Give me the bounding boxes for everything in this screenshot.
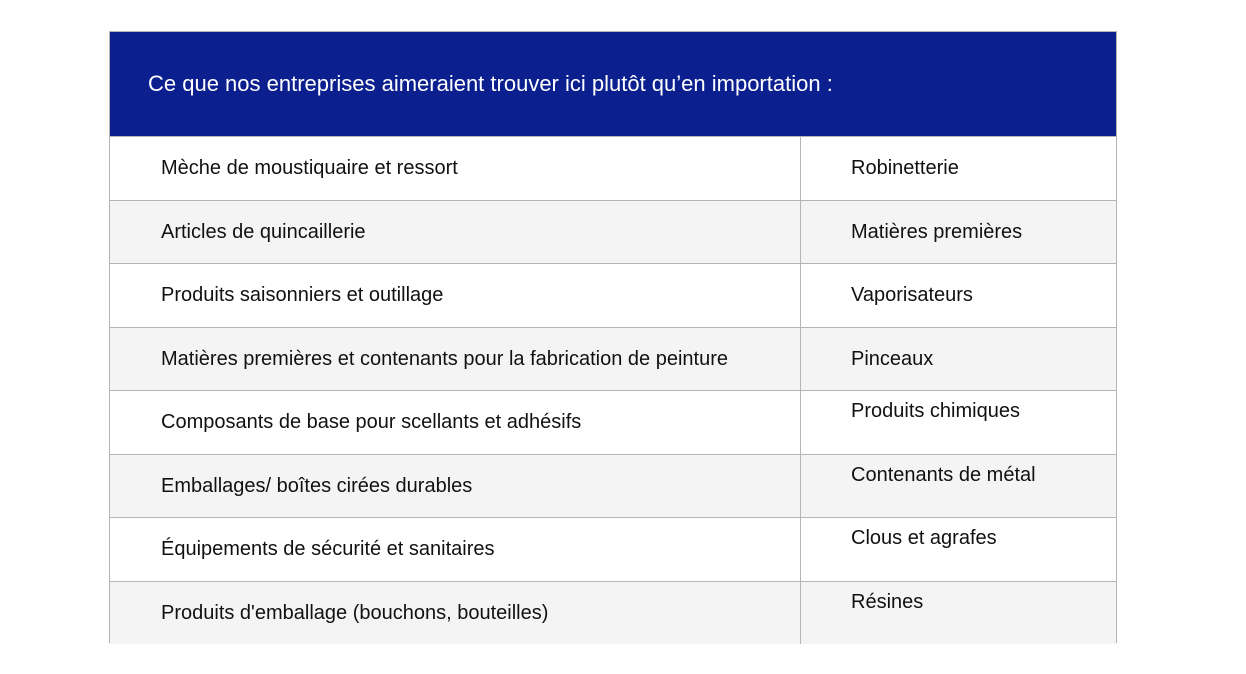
table-cell-left <box>110 201 801 264</box>
cell-text: Composants de base pour scellants et adhésifs <box>161 411 582 434</box>
cell-text: Matières premières <box>851 220 1023 243</box>
cell-text: Mèche de moustiquaire et ressort <box>161 157 458 180</box>
table-row <box>110 200 1116 264</box>
table-cell-right <box>801 582 1117 645</box>
cell-text: Vaporisateurs <box>851 284 973 307</box>
table-cell-left <box>110 455 801 518</box>
table-cell-left <box>110 391 801 454</box>
cell-text: Équipements de sécurité et sanitaires <box>161 538 495 561</box>
table-row <box>110 263 1116 327</box>
table-cell-right <box>801 518 1117 581</box>
table-row <box>110 454 1116 518</box>
table-cell-right <box>801 391 1117 454</box>
table-row <box>110 136 1116 200</box>
cell-text: Clous et agrafes <box>851 527 997 549</box>
cell-text: Contenants de métal <box>851 463 1036 486</box>
cell-text: Articles de quincaillerie <box>161 220 366 243</box>
cell-text: Résines <box>851 590 924 613</box>
import-table <box>109 31 1117 643</box>
table-header-text: Ce que nos entreprises aimeraient trouver ici plutôt qu’en importation : <box>148 71 833 96</box>
table-cell-right <box>801 137 1117 200</box>
table-cell-right <box>801 328 1117 391</box>
table-row <box>110 327 1116 391</box>
table-cell-right <box>801 201 1117 264</box>
cell-text: Robinetterie <box>851 157 959 180</box>
cell-text: Produits chimiques <box>851 400 1020 422</box>
table-cell-left <box>110 264 801 327</box>
cell-text: Pinceaux <box>851 347 934 370</box>
table-row <box>110 390 1116 454</box>
table-row <box>110 581 1116 645</box>
table-rows <box>110 136 1116 644</box>
cell-text: Produits saisonniers et outillage <box>161 284 444 307</box>
table-cell-left <box>110 328 801 391</box>
table-row <box>110 517 1116 581</box>
table-cell-left <box>110 518 801 581</box>
cell-text: Emballages/ boîtes cirées durables <box>161 474 473 497</box>
table-header <box>110 32 1116 136</box>
cell-text: Matières premières et contenants pour la fabrication de peinture <box>161 347 728 370</box>
table-cell-right <box>801 264 1117 327</box>
table-cell-left <box>110 137 801 200</box>
table-cell-right <box>801 455 1117 518</box>
table-cell-left <box>110 582 801 645</box>
cell-text: Produits d'emballage (bouchons, bouteilles) <box>161 601 549 624</box>
